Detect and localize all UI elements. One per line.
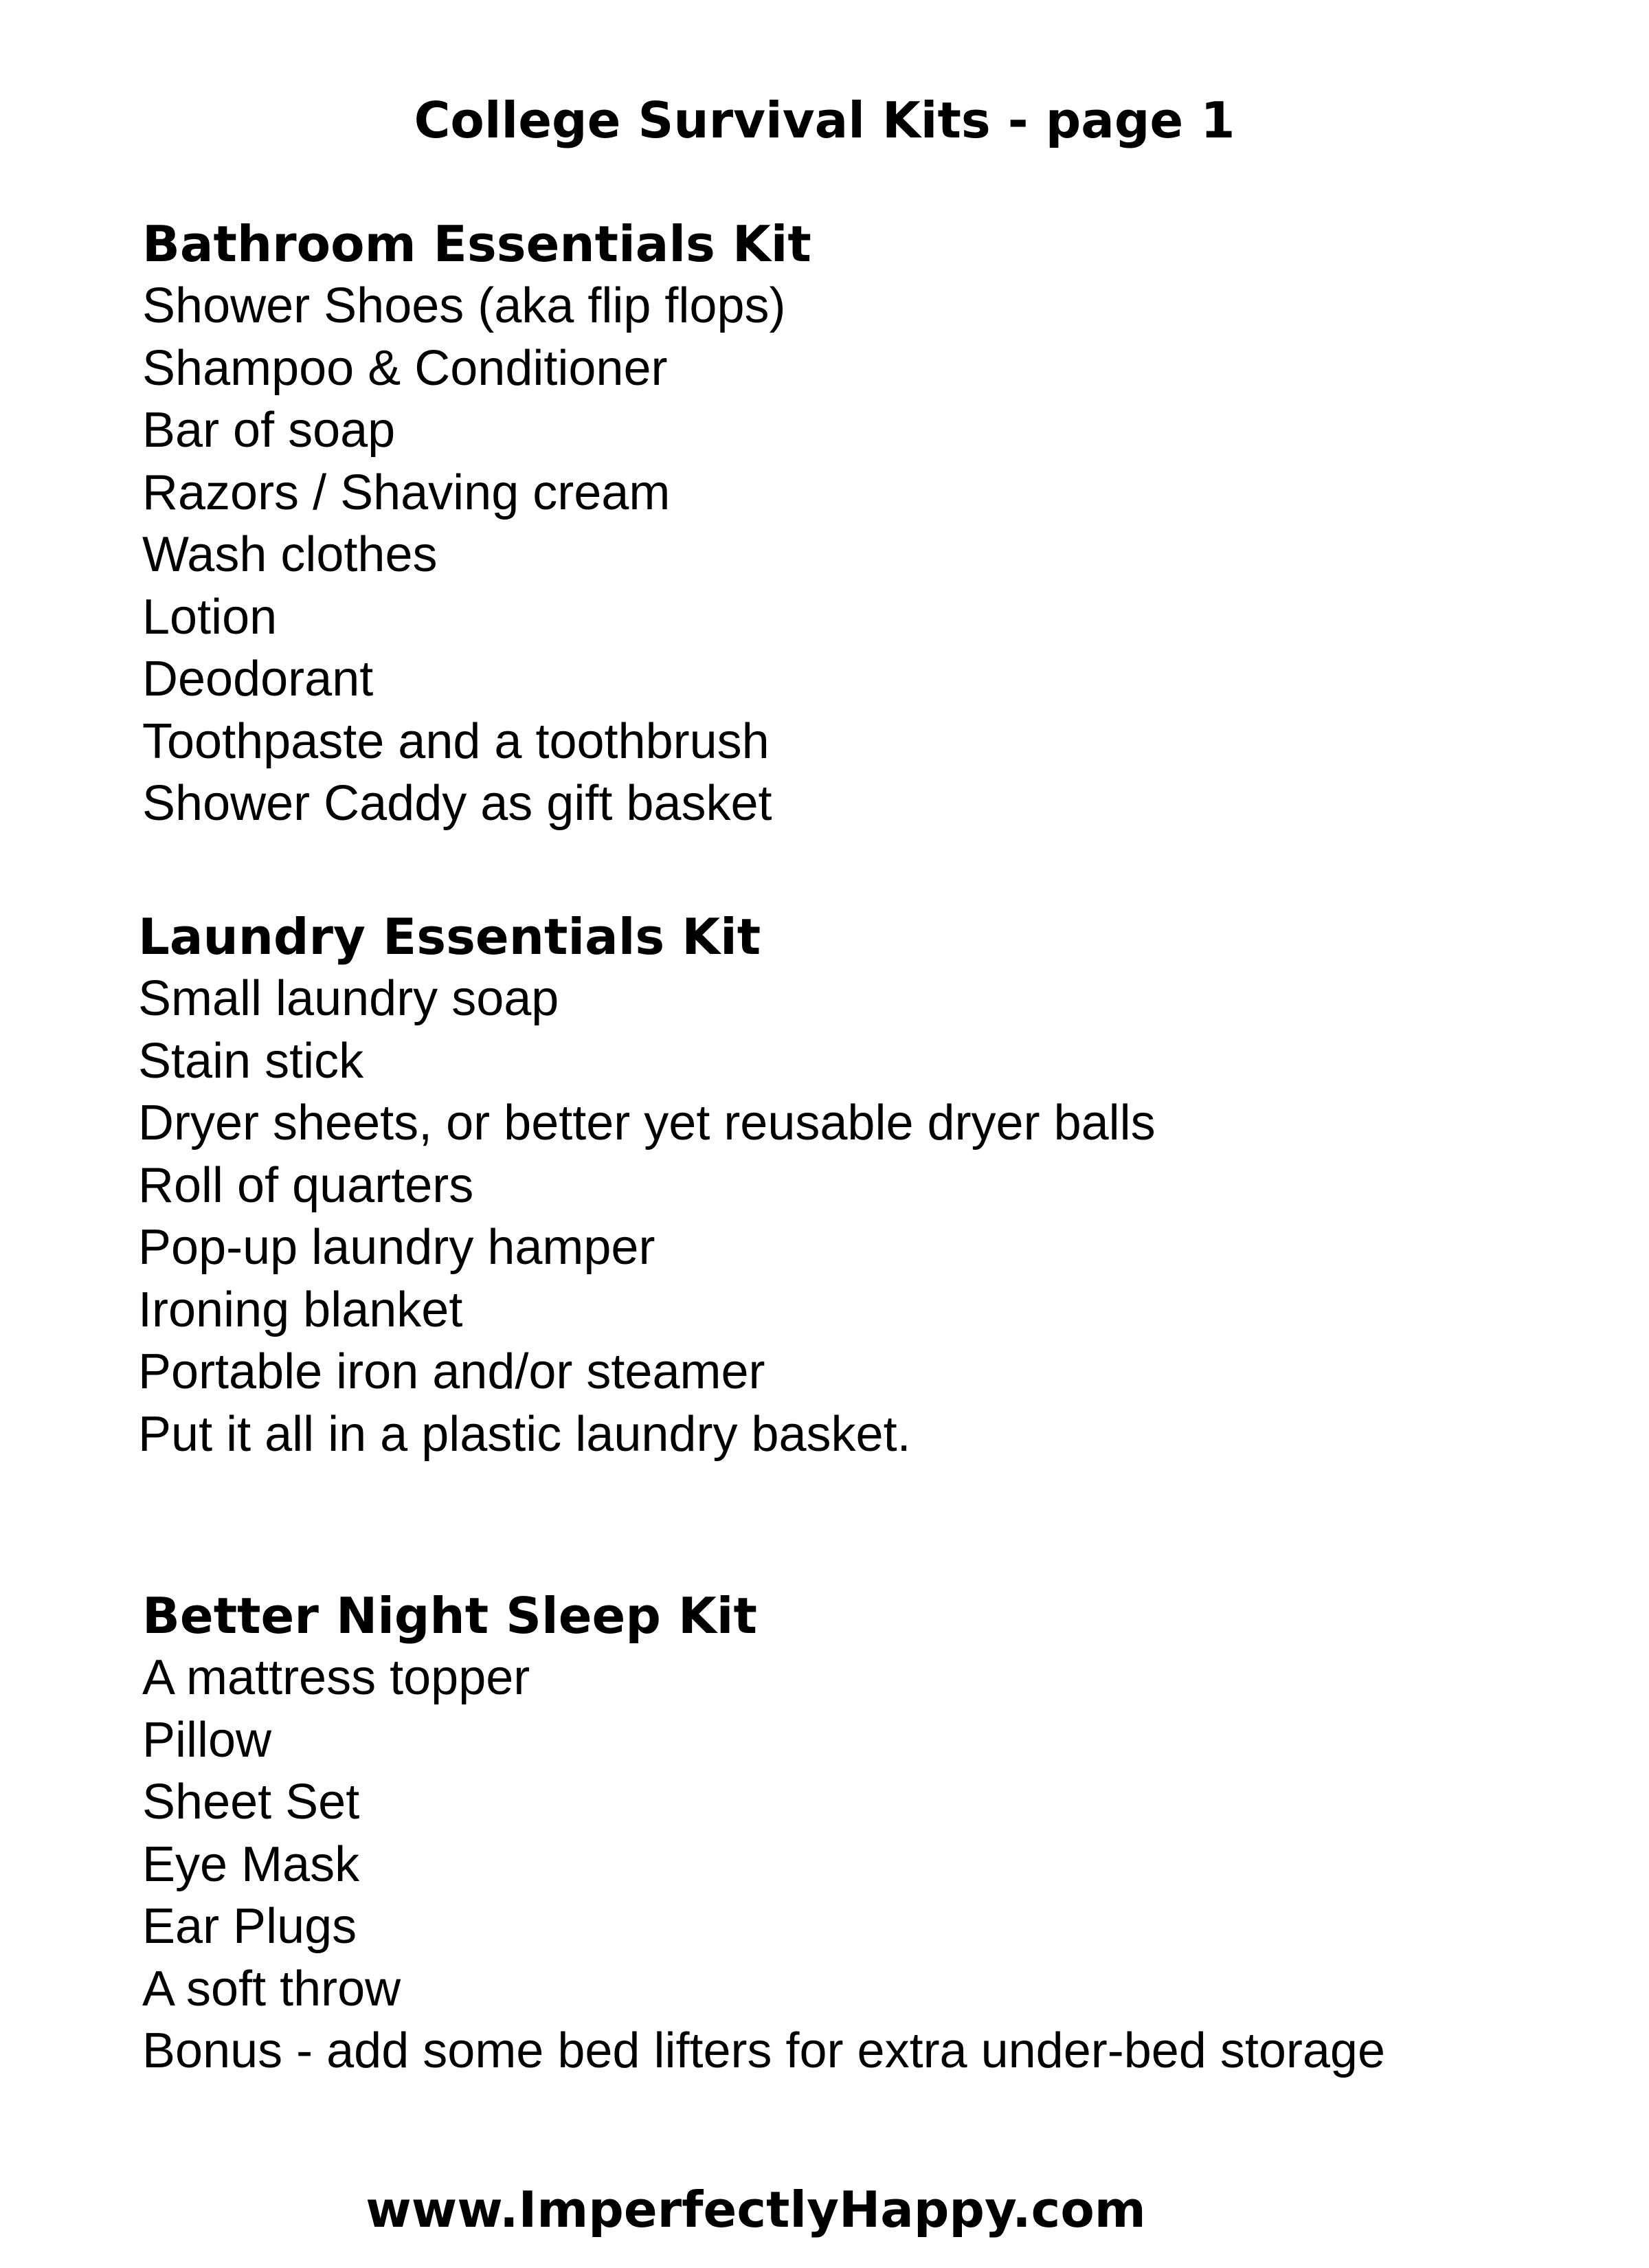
list-item: Ironing blanket [138, 1282, 463, 1337]
list-item: Put it all in a plastic laundry basket. [138, 1406, 911, 1462]
website-url: www.ImperfectlyHappy.com [366, 2181, 1146, 2238]
list-item: Shampoo & Conditioner [142, 340, 668, 396]
list-item: Pop-up laundry hamper [138, 1220, 655, 1275]
list-item: Pillow [142, 1712, 272, 1768]
list-item: Deodorant [142, 652, 374, 707]
list-item: Small laundry soap [138, 971, 559, 1026]
item-list [142, 1647, 1385, 2082]
list-item: Ear Plugs [142, 1899, 357, 1954]
list-item: Razors / Shaving cream [142, 465, 671, 520]
list-item: Toothpaste and a toothbrush [142, 713, 770, 769]
list-item: Stain stick [138, 1033, 364, 1089]
list-item: Dryer sheets, or better yet reusable dryer balls [138, 1096, 1156, 1150]
list-item: Lotion [142, 589, 278, 645]
list-item: Wash clothes [142, 527, 438, 582]
section-heading: Bathroom Essentials Kit [142, 215, 811, 273]
list-item: Shower Caddy as gift basket [142, 776, 772, 831]
list-item: Portable iron and/or steamer [138, 1344, 765, 1399]
section-heading: Laundry Essentials Kit [138, 908, 761, 966]
list-item: Sheet Set [142, 1775, 360, 1830]
list-item: Shower Shoes (aka flip flops) [142, 278, 786, 333]
item-list [138, 968, 1156, 1465]
page-title: College Survival Kits - page 1 [414, 91, 1235, 149]
list-item: Bar of soap [142, 403, 396, 458]
footer [0, 2179, 1649, 2241]
item-list [142, 275, 811, 835]
list-item: A soft throw [142, 1961, 401, 2016]
list-item: A mattress topper [142, 1650, 530, 1705]
section-better-night-sleep [142, 1585, 1385, 2082]
section-bathroom-essentials [142, 213, 811, 835]
section-laundry-essentials [138, 906, 1156, 1465]
list-item: Eye Mask [142, 1836, 360, 1892]
list-item: Roll of quarters [138, 1157, 474, 1213]
section-heading: Better Night Sleep Kit [142, 1587, 757, 1645]
list-item: Bonus - add some bed lifters for extra under-bed storage [142, 2023, 1385, 2078]
